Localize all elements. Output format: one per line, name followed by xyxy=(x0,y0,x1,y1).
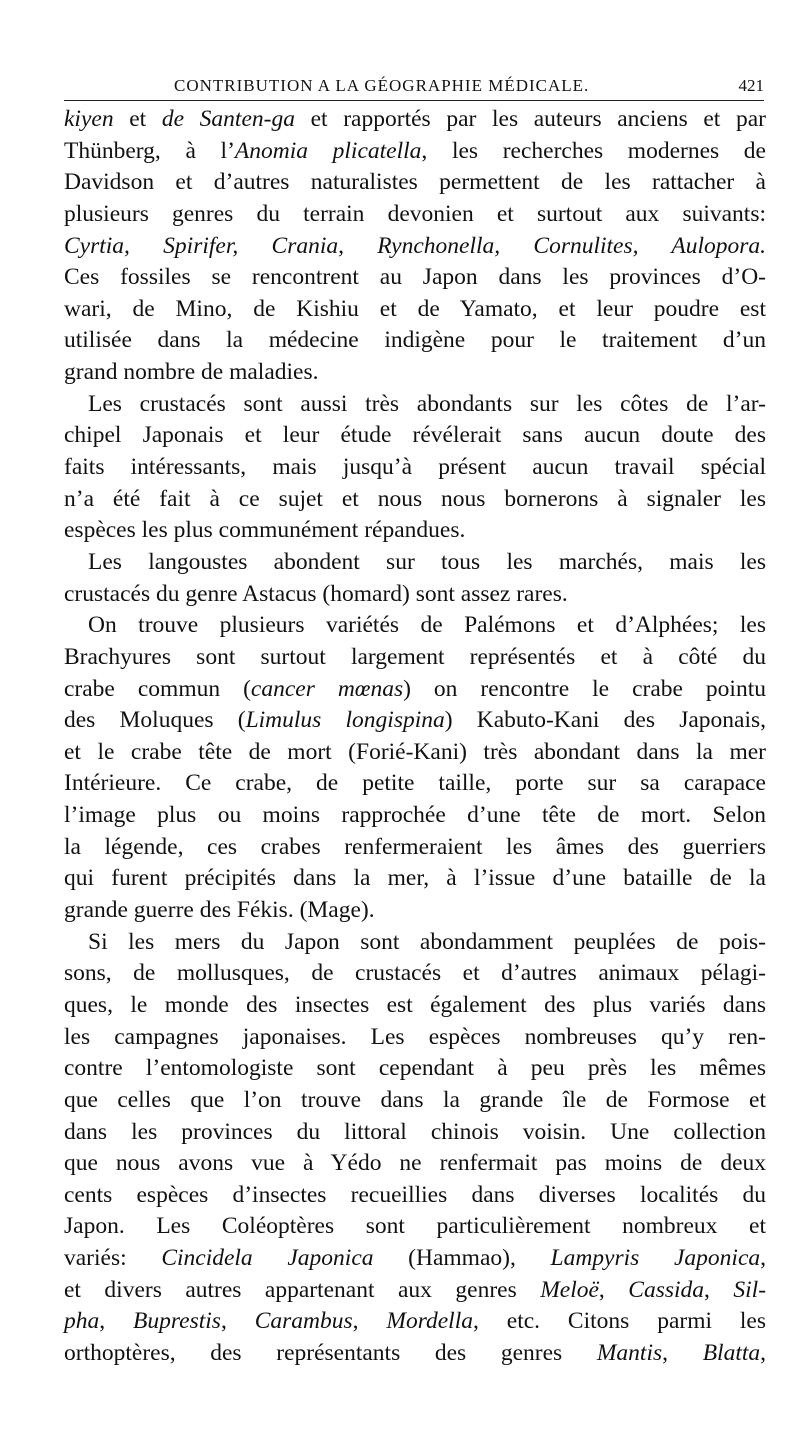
text-line: crabe commun (cancer mœnas) on rencontre le crabe pointu xyxy=(64,675,766,702)
text-line: la légende, ces crabes renfermeraient les âmes des guerriers xyxy=(64,833,766,860)
text-line: variés: Cincidela Japonica (Hammao), Lampyris Japonica, xyxy=(64,1245,766,1272)
text-line: Davidson et d’autres naturalistes permettent de les rattacher à xyxy=(64,169,766,196)
text-line: et divers autres appartenant aux genres Meloë, Cassida, Sil- xyxy=(64,1276,767,1303)
text-line: qui furent précipités dans la mer, à l’issue d’une bataille de la xyxy=(64,865,766,892)
text-line: pha, Buprestis, Carambus, Mordella, etc. Citons parmi les xyxy=(64,1308,766,1335)
text-line: On trouve plusieurs variétés de Palémons et d’Alphées; les xyxy=(88,612,766,639)
text-line: ques, le monde des insectes est également des plus variés dans xyxy=(64,991,766,1018)
text-line: Thünberg, à l’Anomia plicatella, les recherches modernes de xyxy=(64,137,766,164)
text-line: faits intéressants, mais jusqu’à présent aucun travail spécial xyxy=(64,454,766,481)
running-header xyxy=(64,76,764,101)
text-line: contre l’entomologiste sont cependant à peu près les mêmes xyxy=(64,1055,766,1082)
text-line: Les crustacés sont aussi très abondants sur les côtes de l’ar- xyxy=(88,390,766,417)
running-title: CONTRIBUTION A LA GÉOGRAPHIE MÉDICALE. xyxy=(174,76,590,95)
text-line: des Moluques (Limulus longispina) Kabuto-Kani des Japonais, xyxy=(64,707,766,734)
text-line: Cyrtia, Spirifer, Crania, Rynchonella, Cornulites, Aulopora. xyxy=(64,232,766,259)
text-line: grand nombre de maladies. xyxy=(64,359,319,386)
page-number: 421 xyxy=(738,76,764,95)
text-line: l’image plus ou moins rapprochée d’une tête de mort. Selon xyxy=(64,802,766,829)
text-line: chipel Japonais et leur étude révélerait sans aucun doute des xyxy=(64,422,766,449)
text-line: crustacés du genre Astacus (homard) sont assez rares. xyxy=(64,580,568,607)
text-line: que nous avons vue à Yédo ne renfermait pas moins de deux xyxy=(64,1150,766,1177)
text-line: les campagnes japonaises. Les espèces nombreuses qu’y ren- xyxy=(64,1023,766,1050)
text-line: cents espèces d’insectes recueillies dans diverses localités du xyxy=(64,1181,766,1208)
text-line: Les langoustes abondent sur tous les marchés, mais les xyxy=(88,548,766,575)
text-line: que celles que l’on trouve dans la grande île de Formose et xyxy=(64,1086,766,1113)
text-line: wari, de Mino, de Kishiu et de Yamato, et leur poudre est xyxy=(64,295,766,322)
text-line: et le crabe tête de mort (Forié-Kani) très abondant dans la mer xyxy=(64,738,766,765)
text-line: grande guerre des Fékis. (Mage). xyxy=(64,897,375,924)
text-line: kiyen et de Santen-ga et rapportés par les auteurs anciens et par xyxy=(64,106,766,132)
body-text xyxy=(64,104,766,1370)
text-line: sons, de mollusques, de crustacés et d’autres animaux pélagi- xyxy=(64,960,766,987)
text-line: plusieurs genres du terrain devonien et surtout aux suivants: xyxy=(64,200,766,227)
text-line: Brachyures sont surtout largement représentés et à côté du xyxy=(64,643,766,670)
text-line: orthoptères, des représentants des genres Mantis, Blatta, xyxy=(64,1339,767,1366)
text-line: utilisée dans la médecine indigène pour le traitement d’un xyxy=(64,327,766,354)
text-line: n’a été fait à ce sujet et nous nous bornerons à signaler les xyxy=(64,485,766,512)
text-line: Si les mers du Japon sont abondamment peuplées de pois- xyxy=(88,928,766,955)
text-line: Intérieure. Ce crabe, de petite taille, porte sur sa carapace xyxy=(64,770,766,797)
text-line: dans les provinces du littoral chinois voisin. Une collection xyxy=(64,1118,766,1145)
text-line: espèces les plus communément répandues. xyxy=(64,517,466,544)
text-line: Ces fossiles se rencontrent au Japon dans les provinces d’O- xyxy=(64,264,766,291)
text-line: Japon. Les Coléoptères sont particulièrement nombreux et xyxy=(64,1213,766,1240)
